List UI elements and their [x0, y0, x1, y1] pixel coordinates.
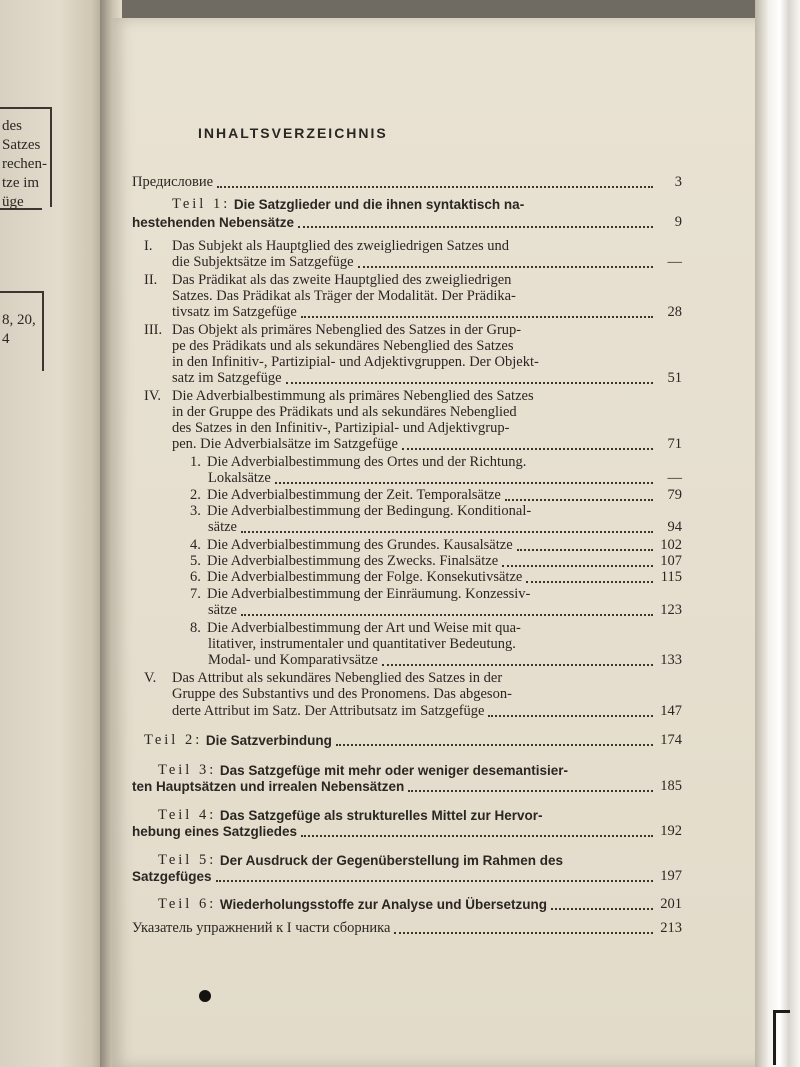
left-fragment: 8, 20,	[2, 312, 36, 328]
toc-entry-I-cont	[172, 254, 682, 271]
leader-dots	[241, 613, 653, 616]
left-fragment: des	[2, 118, 22, 134]
toc-entry-III	[144, 322, 682, 339]
page-number: 115	[660, 569, 682, 585]
leader-dots	[408, 789, 653, 792]
toc-entry-text: Die Adverbialbestimmung der Art und Weise mit qua-	[207, 620, 521, 636]
toc-subentry-2	[190, 487, 682, 504]
toc-entry-text: Предисловие	[132, 174, 214, 190]
toc-entry-text: derte Attribut im Satz. Der Attributsatz im Satzgefüge	[172, 703, 485, 719]
leader-dots	[336, 743, 653, 746]
edge-mark	[773, 1010, 790, 1065]
page-number: 9	[674, 214, 682, 230]
toc-subentry-1-cont	[208, 470, 682, 487]
page-number: 174	[660, 732, 682, 748]
page-number: 197	[660, 868, 682, 884]
toc-numeral: V.	[144, 670, 157, 686]
left-fragment: Satzes	[2, 137, 41, 153]
toc-numeral: 4.	[190, 537, 201, 553]
leader-dots	[286, 381, 653, 384]
toc-part-label: Teil 5:	[158, 852, 217, 868]
toc-numeral: IV.	[144, 388, 162, 404]
toc-part-label: Teil 3:	[158, 762, 217, 778]
leader-dots	[551, 907, 653, 910]
toc-numeral: III.	[144, 322, 163, 338]
left-page-vrule-low	[42, 291, 44, 371]
toc-entry-text: Das Subjekt als Hauptglied des zweigliedrigen Satzes und	[172, 238, 510, 254]
toc-subentry-8-cont	[208, 652, 682, 669]
toc-entry-text: Die Adverbialbestimmung der Folge. Konsekutivsätze	[207, 569, 523, 585]
toc-entry-teil-4	[158, 807, 682, 824]
toc-entry-text: Wiederholungsstoffe zur Analyse und Übersetzung	[219, 897, 548, 912]
leader-dots	[502, 564, 653, 567]
toc-entry-text: Das Prädikat als das zweite Hauptglied des zweigliedrigen	[172, 272, 512, 288]
toc-subentry-7-cont	[208, 602, 682, 619]
toc-entry-text: Die Adverbialbestimmung des Ortes und der Richtung.	[207, 454, 527, 470]
page-number: 123	[660, 602, 682, 618]
toc-entry-teil-3-cont	[132, 778, 682, 795]
leader-dots	[517, 548, 653, 551]
toc-entry-preface	[132, 174, 682, 191]
toc-part-label: Teil 4:	[158, 807, 217, 823]
left-facing-page	[0, 0, 108, 1067]
leader-dots	[301, 834, 653, 837]
toc-entry-text: des Satzes in den Infinitiv-, Partizipial- und Adjektivgrup-	[172, 420, 510, 436]
page-number: 185	[660, 778, 682, 794]
ink-dot-mark	[199, 990, 211, 1002]
toc-numeral: 7.	[190, 586, 201, 602]
left-page-vrule	[50, 107, 52, 207]
toc-subentry-3-cont	[208, 519, 682, 536]
toc-subentry-7	[190, 586, 682, 603]
toc-entry-text: Modal- und Komparativsätze	[208, 652, 378, 668]
left-page-text-top	[2, 117, 47, 212]
toc-numeral: 6.	[190, 569, 201, 585]
toc-numeral: 3.	[190, 503, 201, 519]
toc-subentry-1	[190, 454, 682, 471]
leader-dots	[394, 931, 653, 934]
toc-numeral: I.	[144, 238, 153, 254]
toc-entry-text: pe des Prädikats und als sekundäres Nebenglied des Satzes	[172, 338, 514, 354]
toc-subentry-8-cont	[208, 636, 682, 653]
page-number: 51	[667, 370, 682, 386]
toc-subentry-5	[190, 553, 682, 570]
toc-numeral: II.	[144, 272, 158, 288]
toc-entry-text: hebung eines Satzgliedes	[132, 824, 298, 839]
toc-entry-text: litativer, instrumentaler und quantitativer Bedeutung.	[208, 636, 516, 652]
toc-entry-V	[144, 670, 682, 687]
toc-entry-text: Die Adverbialbestimmung der Einräumung. Konzessiv-	[207, 586, 531, 602]
toc-entry-II	[144, 272, 682, 289]
toc-entry-IV-cont	[172, 436, 682, 453]
leader-dots	[275, 481, 653, 484]
toc-entry-text: Satzgefüges	[132, 869, 212, 884]
toc-entry-text: Das Attribut als sekundäres Nebenglied des Satzes in der	[172, 670, 503, 686]
toc-entry-V-cont	[172, 686, 682, 703]
page-number: —	[667, 470, 682, 486]
page-number: 3	[674, 174, 682, 190]
toc-entry-teil-6	[158, 896, 682, 913]
toc-entry-IV-cont	[172, 420, 682, 437]
toc-entry-text: hestehenden Nebensätze	[132, 215, 295, 230]
toc-entry-text: Указатель упражнений к I части сборника	[132, 920, 391, 936]
toc-part-label: Teil 6:	[158, 896, 217, 912]
toc-entry-teil-3	[158, 762, 682, 779]
toc-entry-text: Der Ausdruck der Gegenüberstellung im Rahmen des	[219, 853, 563, 868]
left-fragment: tze im	[2, 175, 40, 191]
left-page-rule-top	[0, 107, 52, 109]
toc-entry-IV-cont	[172, 404, 682, 421]
leader-dots	[241, 530, 653, 533]
page-number: 213	[660, 920, 682, 936]
toc-entry-teil-1-cont	[132, 214, 682, 231]
toc-entry-text: sätze	[208, 519, 237, 535]
leader-dots	[358, 265, 653, 268]
toc-entry-text: ten Hauptsätzen und irrealen Nebensätzen	[132, 779, 405, 794]
left-fragment: rechen-	[2, 156, 47, 172]
toc-numeral: 5.	[190, 553, 201, 569]
page-number: —	[667, 254, 682, 270]
leader-dots	[526, 580, 653, 583]
left-fragment: 4	[2, 331, 10, 347]
toc-part-label: Teil 2:	[144, 732, 203, 748]
toc-entry-II-cont	[172, 304, 682, 321]
toc-entry-text: Das Objekt als primäres Nebenglied des Satzes in der Grup-	[172, 322, 522, 338]
toc-entry-teil-5	[158, 852, 682, 869]
toc-entry-text: Das Satzgefüge als strukturelles Mittel zur Hervor-	[219, 808, 543, 823]
toc-entry-text: Die Satzverbindung	[205, 733, 332, 748]
toc-entry-text: pen. Die Adverbialsätze im Satzgefüge	[172, 436, 398, 452]
toc-entry-text: sätze	[208, 602, 237, 618]
toc-entry-IV	[144, 388, 682, 405]
toc-entry-text: Die Satzglieder und die ihnen syntaktisch na-	[233, 197, 525, 212]
toc-entry-text: in der Gruppe des Prädikats und als sekundäres Nebenglied	[172, 404, 517, 420]
page-number: 94	[667, 519, 682, 535]
page-number: 71	[667, 436, 682, 452]
toc-entry-text: tivsatz im Satzgefüge	[172, 304, 297, 320]
toc-entry-text: die Subjektsätze im Satzgefüge	[172, 254, 354, 270]
leader-dots	[301, 315, 653, 318]
left-page-text-low	[2, 311, 36, 349]
leader-dots	[402, 447, 653, 450]
toc-numeral: 1.	[190, 454, 201, 470]
toc-entry-teil-2	[144, 732, 682, 749]
toc-entry-I	[144, 238, 682, 255]
page-number: 133	[660, 652, 682, 668]
left-fragment: üge	[2, 194, 24, 210]
leader-dots	[382, 663, 653, 666]
toc-entry-text: Die Adverbialbestimmung als primäres Nebenglied des Satzes	[172, 388, 534, 404]
toc-entry-V-cont	[172, 703, 682, 720]
toc-entry-teil-5-cont	[132, 868, 682, 885]
toc-entry-text: Die Adverbialbestimmung des Grundes. Kausalsätze	[207, 537, 513, 553]
toc-entry-text: Das Satzgefüge mit mehr oder weniger desemantisier-	[219, 763, 568, 778]
toc-entry-text: in den Infinitiv-, Partizipial- und Adjektivgruppen. Der Objekt-	[172, 354, 539, 370]
toc-entry-III-cont	[172, 338, 682, 355]
toc-subentry-4	[190, 537, 682, 554]
page-number: 28	[667, 304, 682, 320]
toc-numeral: 2.	[190, 487, 201, 503]
toc-entry-teil-4-cont	[132, 823, 682, 840]
page-number: 79	[667, 487, 682, 503]
toc-entry-text: satz im Satzgefüge	[172, 370, 282, 386]
toc-entry-III-cont	[172, 354, 682, 371]
page-number: 201	[660, 896, 682, 912]
toc-subentry-3	[190, 503, 682, 520]
toc-subentry-8	[190, 620, 682, 637]
leader-dots	[217, 185, 653, 188]
toc-numeral: 8.	[190, 620, 201, 636]
toc-entry-text: Satzes. Das Prädikat als Träger der Modalität. Der Prädika-	[172, 288, 516, 304]
toc-subentry-6	[190, 569, 682, 586]
toc-entry-II-cont	[172, 288, 682, 305]
page-number: 107	[660, 553, 682, 569]
toc-entry-teil-1	[172, 196, 682, 213]
leader-dots	[298, 225, 653, 228]
page-number: 102	[660, 537, 682, 553]
toc-entry-text: Die Adverbialbestimmung des Zwecks. Finalsätze	[207, 553, 499, 569]
page-stack-edge	[755, 0, 800, 1067]
toc-entry-III-cont	[172, 370, 682, 387]
toc-entry-index	[132, 920, 682, 937]
page-number: 192	[660, 823, 682, 839]
left-page-rule-low	[0, 291, 42, 293]
page-number: 147	[660, 703, 682, 719]
toc-entry-text: Lokalsätze	[208, 470, 271, 486]
toc-entry-text: Die Adverbialbestimmung der Zeit. Temporalsätze	[207, 487, 501, 503]
toc-entry-text: Die Adverbialbestimmung der Bedingung. Konditional-	[207, 503, 532, 519]
leader-dots	[216, 879, 653, 882]
toc-part-label: Teil 1:	[172, 196, 231, 212]
toc-entry-text: Gruppe des Substantivs und des Pronomens. Das abgeson-	[172, 686, 512, 702]
leader-dots	[505, 498, 653, 501]
page-title: INHALTSVERZEICHNIS	[198, 125, 388, 141]
leader-dots	[488, 714, 653, 717]
